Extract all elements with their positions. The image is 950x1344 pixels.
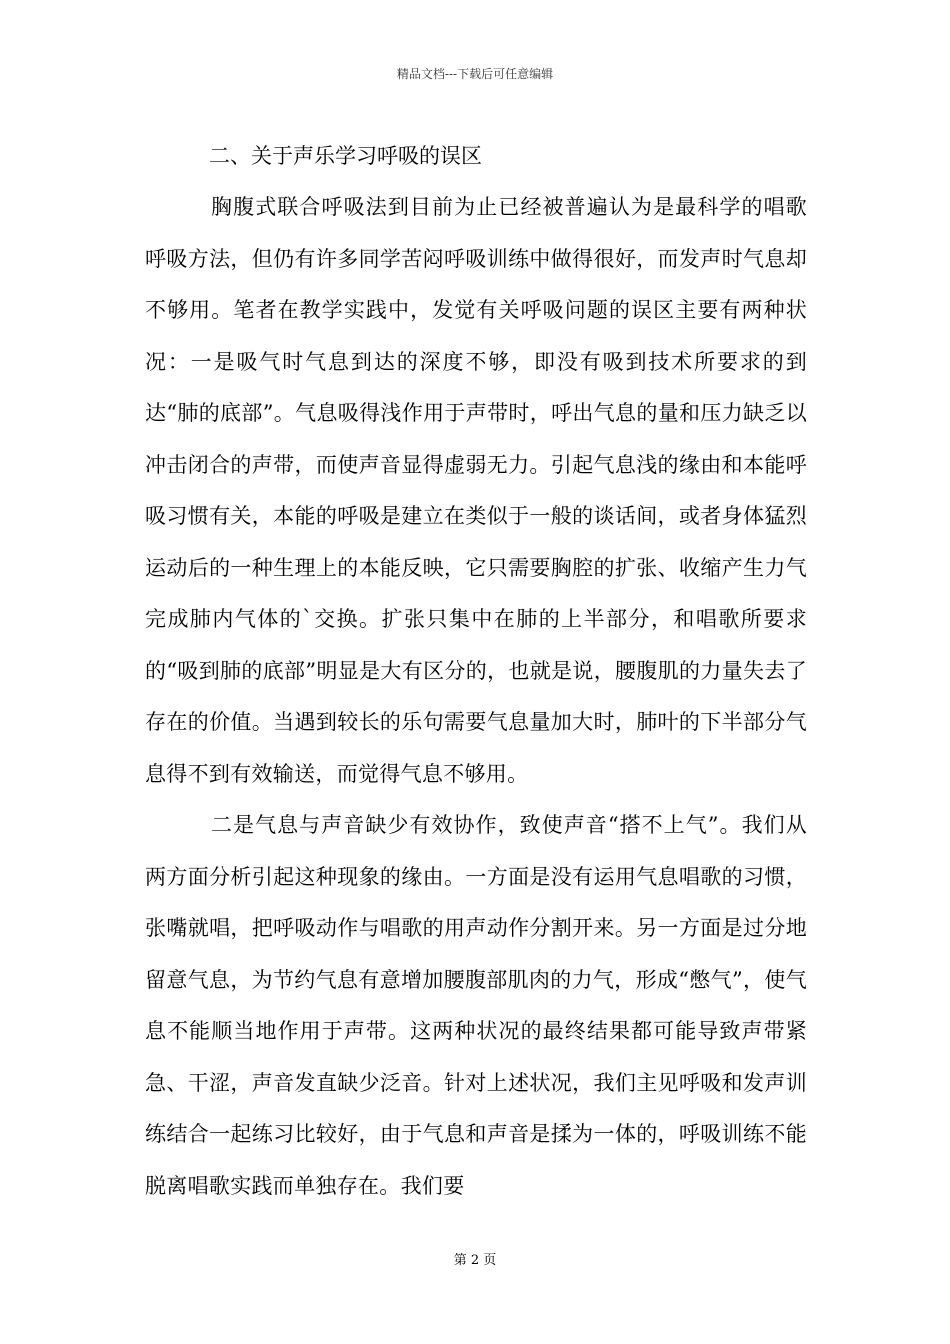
paragraph-1: 胸腹式联合呼吸法到目前为止已经被普遍认为是最科学的唱歌呼吸方法，但仍有许多同学苦闷呼吸训练中做得很好，而发声时气息却不够用。笔者在教学实践中，发觉有关呼吸问题的误区主要有两种状况：一是吸气时气息到达的深度不够，即没有吸到技术所要求的到达“肺的底部”。气息吸得浅作用于声带时，呼出气息的量和压力缺乏以冲击闭合的声带，而使声音显得虚弱无力。引起气息浅的缘由和本能呼吸习惯有关，本能的呼吸是建立在类似于一般的谈话间，或者身体猛烈运动后的一种生理上的本能反映，它只需要胸腔的扩张、收缩产生力气完成肺内气体的`交换。扩张只集中在肺的上半部分，和唱歌所要求的“吸到肺的底部”明显是大有区分的，也就是说，腰腹肌的力量失去了存在的价值。当遇到较长的乐句需要气息量加大时，肺叶的下半部分气息得不到有效输送，而觉得气息不够用。: [145, 195, 807, 786]
document-body: [145, 131, 807, 1212]
section-heading: 二、关于声乐学习呼吸的误区: [209, 144, 482, 168]
page-header: 精品文档---下载后可任意编辑: [396, 67, 554, 81]
page-number: 第 2 页: [453, 1253, 497, 1268]
paragraph-2: 二是气息与声音缺少有效协作，致使声音“搭不上气”。我们从两方面分析引起这种现象的缘由。一方面是没有运用气息唱歌的习惯，张嘴就唱，把呼吸动作与唱歌的用声动作分割开来。另一方面是过分地留意气息，为节约气息有意增加腰腹部肌肉的力气，形成“憋气”，使气息不能顺当地作用于声带。这两种状况的最终结果都可能导致声带紧急、干涩，声音发直缺少泛音。针对上述状况，我们主见呼吸和发声训练结合一起练习比较好，由于气息和声音是揉为一体的，呼吸训练不能脱离唱歌实践而单独存在。我们要: [145, 813, 807, 1198]
